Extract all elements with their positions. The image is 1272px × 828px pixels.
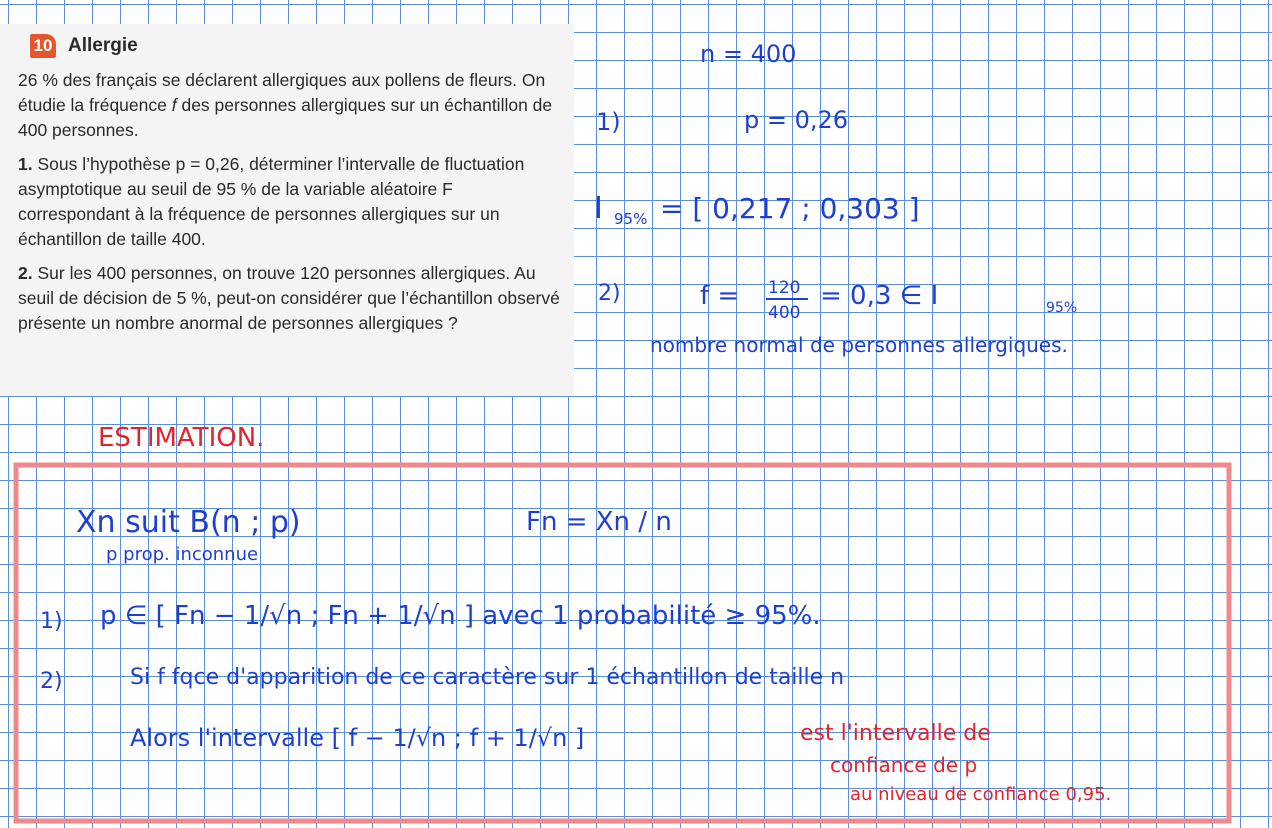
exercise-number-badge: 10 [30,34,56,58]
p-note: p prop. inconnue [106,544,259,565]
item-1-label: 1) [40,609,63,634]
fn-definition: Fn = Xn / n [526,507,672,537]
interval-value: = [ 0,217 ; 0,303 ] [660,192,920,225]
n-value: n = 400 [700,40,797,68]
intro-text-1: 26 % des français se déclarent allergiques aux pollens de fleurs. On étudie la fréquence [18,70,546,115]
question-2-text: Sur les 400 personnes, on trouve 120 personnes allergiques. Au seuil de décision de 5 %, peut-on considérer que l’échantillon observé présente un nombre anormal de personnes allergiques ? [18,263,560,333]
question-1-number: 1. [18,154,33,174]
notes-q1-label: 1) [596,108,621,136]
item-2-then: Alors l'intervalle [ f − 1/√n ; f + 1/√n ] [130,724,585,752]
exercise-title: Allergie [68,35,138,56]
f-calc-1: f = [700,281,740,311]
red-note-3: au niveau de confiance 0,95. [850,784,1112,805]
f-calc-2: = 0,3 ∈ I [820,281,939,311]
estimation-heading: ESTIMATION. [98,423,265,453]
item-1-text: p ∈ [ Fn − 1/√n ; Fn + 1/√n ] avec 1 probabilité ≥ 95%. [100,601,821,631]
f-calc-sub: 95% [1046,300,1078,316]
question-2-number: 2. [18,263,33,283]
xn-line: Xn suit B(n ; p) [76,505,301,540]
f-denominator: 400 [768,303,801,323]
f-numerator: 120 [768,278,801,298]
intro-f: f [171,95,177,115]
interval-sub: 95% [614,210,648,228]
item-2-text: Si f fqce d'apparition de ce caractère sur 1 échantillon de taille n [130,665,845,690]
interval-name: I [594,191,603,226]
red-note-2: confiance de p [830,753,978,777]
notes-q2-label: 2) [598,281,621,306]
conclusion: nombre normal de personnes allergiques. [650,333,1068,357]
p-value: p = 0,26 [744,106,849,134]
red-note-1: est l'intervalle de [800,721,991,746]
intro-text-2: des personnes allergiques sur un échantillon de 400 personnes. [18,95,553,140]
item-2-label: 2) [40,669,63,694]
question-1-text: Sous l’hypothèse p = 0,26, déterminer l’intervalle de fluctuation asymptotique au seuil de 95 % de la variable aléatoire F correspondant à la fréquence de personnes allergiques sur un échantillon de taille 400. [18,154,525,249]
